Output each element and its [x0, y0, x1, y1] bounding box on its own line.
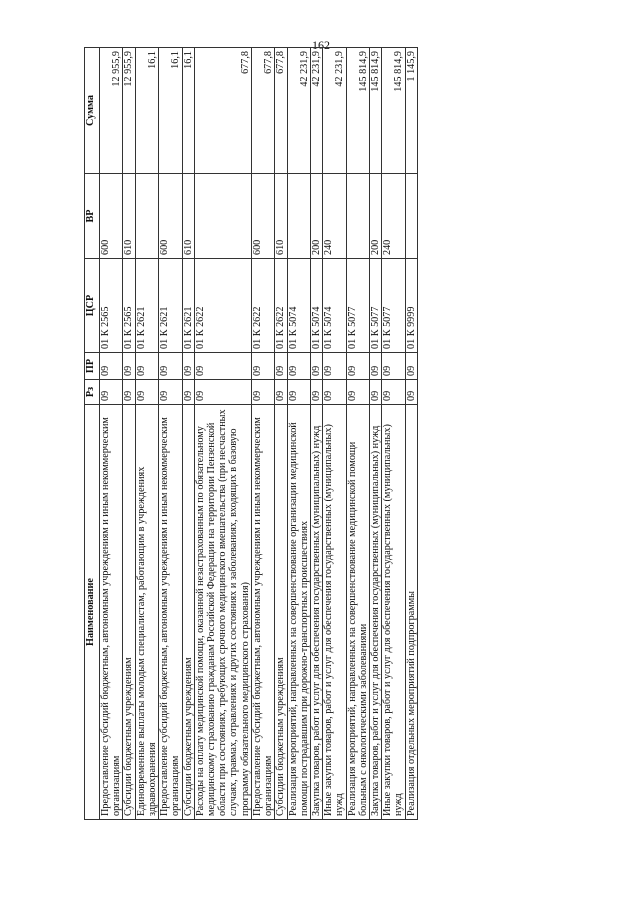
row-pr: 09	[159, 353, 182, 380]
row-pr: 09	[182, 353, 194, 380]
row-name: Расходы на оплату медицинской помощи, оказанной незастрахованным по обязательному медицинскому страхованию гражданам Российской Федерации на территории Пензенской области при состояниях, требующих срочного медицинского вмешательства (при несчастных случаях, травмах, отравлениях и других состояниях и заболеваниях, входящих в базовую программу обязательного медицинского страхования)	[194, 405, 251, 820]
row-name: Предоставление субсидий бюджетным, автономным учреждениям и иным некоммерческим организациям	[251, 405, 274, 820]
table-row	[310, 48, 322, 820]
row-sum: 16,1	[135, 48, 158, 174]
row-sum: 16,1	[159, 48, 182, 174]
row-name: Единовременные выплаты молодым специалистам, работающим в учреждениях здравоохранения	[135, 405, 158, 820]
row-name: Субсидии бюджетным учреждениям	[182, 405, 194, 820]
row-sum: 677,8	[275, 48, 287, 174]
row-sum: 145 814,9	[382, 48, 405, 174]
row-name: Иные закупки товаров, работ и услуг для обеспечения государственных (муниципальных) нужд	[323, 405, 346, 820]
row-csr: 01 К 2565	[100, 259, 123, 353]
row-name: Реализация мероприятий, направленных на совершенствование медицинской помощи больным с онкологическими заболеваниями	[346, 405, 369, 820]
row-pr: 09	[346, 353, 369, 380]
row-sum: 677,8	[194, 48, 251, 174]
row-name: Закупка товаров, работ и услуг для обеспечения государственных (муниципальных) нужд	[370, 405, 382, 820]
row-vr: 610	[182, 174, 194, 259]
row-csr: 01 К 5077	[370, 259, 382, 353]
header-name: Наименование	[85, 405, 100, 820]
table-row	[135, 48, 158, 820]
row-name: Предоставление субсидий бюджетным, автономным учреждениям и иным некоммерческим организациям	[100, 405, 123, 820]
row-rz: 09	[135, 380, 158, 405]
table-row	[182, 48, 194, 820]
row-vr: 600	[100, 174, 123, 259]
row-vr: 200	[370, 174, 382, 259]
row-sum: 145 814,9	[346, 48, 369, 174]
row-name: Реализация мероприятий, направленных на совершенствование организации медицинской помощи пострадавшим при дорожно-транспортных происшествиях	[287, 405, 310, 820]
row-sum: 145 814,9	[370, 48, 382, 174]
row-vr	[405, 174, 417, 259]
row-rz: 09	[405, 380, 417, 405]
table-row	[251, 48, 274, 820]
row-csr: 01 К 5074	[310, 259, 322, 353]
row-pr: 09	[323, 353, 346, 380]
row-vr	[194, 174, 251, 259]
row-pr: 09	[251, 353, 274, 380]
row-vr	[135, 174, 158, 259]
row-rz: 09	[182, 380, 194, 405]
row-csr: 01 К 2622	[251, 259, 274, 353]
row-vr	[346, 174, 369, 259]
row-pr: 09	[275, 353, 287, 380]
row-sum: 42 231,9	[310, 48, 322, 174]
table-row	[323, 48, 346, 820]
row-rz: 09	[159, 380, 182, 405]
row-csr: 01 К 2621	[135, 259, 158, 353]
row-vr: 600	[251, 174, 274, 259]
header-pr: ПР	[85, 353, 100, 380]
row-name: Реализация отдельных мероприятий подпрограммы	[405, 405, 417, 820]
row-name: Субсидии бюджетным учреждениям	[123, 405, 135, 820]
row-rz: 09	[194, 380, 251, 405]
row-rz: 09	[275, 380, 287, 405]
row-vr: 610	[275, 174, 287, 259]
table-header-row	[85, 48, 100, 820]
row-csr: 01 К 5077	[346, 259, 369, 353]
row-csr: 01 К 2622	[275, 259, 287, 353]
table-row	[159, 48, 182, 820]
row-name: Субсидии бюджетным учреждениям	[275, 405, 287, 820]
row-rz: 09	[382, 380, 405, 405]
row-sum: 12 955,9	[100, 48, 123, 174]
row-pr: 09	[123, 353, 135, 380]
table-row	[275, 48, 287, 820]
row-sum: 42 231,9	[323, 48, 346, 174]
row-name: Предоставление субсидий бюджетным, автономным учреждениям и иным некоммерческим организациям	[159, 405, 182, 820]
table-row	[346, 48, 369, 820]
row-sum: 16,1	[182, 48, 194, 174]
budget-table	[84, 47, 418, 820]
row-pr: 09	[370, 353, 382, 380]
row-rz: 09	[287, 380, 310, 405]
header-csr: ЦСР	[85, 259, 100, 353]
row-vr: 600	[159, 174, 182, 259]
row-rz: 09	[100, 380, 123, 405]
header-vr: ВР	[85, 174, 100, 259]
table-row	[370, 48, 382, 820]
row-pr: 09	[100, 353, 123, 380]
row-pr: 09	[405, 353, 417, 380]
row-vr	[287, 174, 310, 259]
row-vr: 240	[323, 174, 346, 259]
row-vr: 200	[310, 174, 322, 259]
row-name: Иные закупки товаров, работ и услуг для обеспечения государственных (муниципальных) нужд	[382, 405, 405, 820]
row-pr: 09	[194, 353, 251, 380]
row-csr: 01 К 5074	[287, 259, 310, 353]
row-csr: 01 К 2621	[182, 259, 194, 353]
table-row	[287, 48, 310, 820]
row-csr: 01 К 2622	[194, 259, 251, 353]
table-row	[123, 48, 135, 820]
row-rz: 09	[370, 380, 382, 405]
row-pr: 09	[287, 353, 310, 380]
row-rz: 09	[123, 380, 135, 405]
table-row	[405, 48, 417, 820]
row-csr: 01 К 2565	[123, 259, 135, 353]
row-rz: 09	[323, 380, 346, 405]
row-sum: 12 955,9	[123, 48, 135, 174]
row-name: Закупка товаров, работ и услуг для обеспечения государственных (муниципальных) нужд	[310, 405, 322, 820]
table-row	[382, 48, 405, 820]
header-sum: Сумма	[85, 48, 100, 174]
row-sum: 1 145,9	[405, 48, 417, 174]
row-vr: 240	[382, 174, 405, 259]
table-row	[100, 48, 123, 820]
row-rz: 09	[346, 380, 369, 405]
row-csr: 01 К 2621	[159, 259, 182, 353]
row-pr: 09	[135, 353, 158, 380]
row-csr: 01 К 9999	[405, 259, 417, 353]
row-csr: 01 К 5074	[323, 259, 346, 353]
row-csr: 01 К 5077	[382, 259, 405, 353]
row-rz: 09	[310, 380, 322, 405]
page-number: 162	[312, 38, 330, 52]
row-sum: 677,8	[251, 48, 274, 174]
row-sum: 42 231,9	[287, 48, 310, 174]
row-rz: 09	[251, 380, 274, 405]
row-pr: 09	[310, 353, 322, 380]
table-row	[194, 48, 251, 820]
row-pr: 09	[382, 353, 405, 380]
rotated-page-area	[84, 48, 550, 820]
header-rz: Рз	[85, 380, 100, 405]
row-vr: 610	[123, 174, 135, 259]
rotated-table-container	[84, 48, 550, 820]
